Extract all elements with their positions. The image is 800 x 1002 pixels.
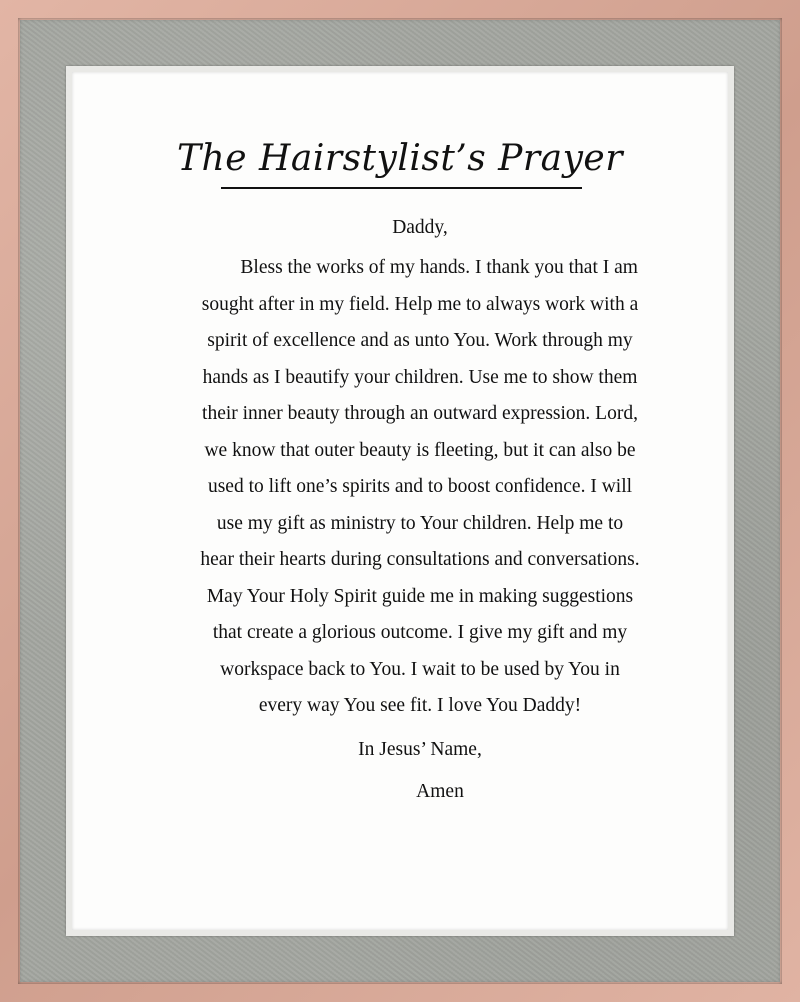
prayer-body bbox=[170, 206, 670, 813]
prayer-line: Bless the works of my hands. I thank you that I am bbox=[216, 257, 638, 278]
closing-amen: Amen bbox=[416, 780, 464, 802]
prayer-line: hear their hearts during consultations and conversations. bbox=[200, 549, 640, 570]
prayer-line: we know that outer beauty is fleeting, but it can also be bbox=[204, 439, 636, 461]
salutation: Daddy, bbox=[392, 217, 448, 238]
prayer-line: workspace back to You. I wait to be used by You in bbox=[220, 658, 620, 680]
prayer-title: The Hairstylist’s Prayer bbox=[177, 138, 623, 179]
prayer-line: their inner beauty through an outward expression. Lord, bbox=[202, 403, 638, 424]
prayer-line: use my gift as ministry to Your children. Help me to bbox=[216, 512, 624, 534]
prayer-line: sought after in my field. Help me to always work with a bbox=[201, 293, 639, 315]
prayer-line: that create a glorious outcome. I give my gift and my bbox=[212, 622, 628, 643]
prayer-line: hands as I beautify your children. Use me to show them bbox=[202, 366, 638, 388]
title-underline bbox=[221, 187, 582, 189]
prayer-line: spirit of excellence and as unto You. Work through my bbox=[207, 330, 633, 351]
prayer-line: every way You see fit. I love You Daddy! bbox=[258, 695, 582, 716]
prayer-line: May Your Holy Spirit guide me in making suggestions bbox=[206, 585, 634, 607]
closing-name: In Jesus’ Name, bbox=[358, 738, 482, 760]
prayer-line: used to lift one’s spirits and to boost confidence. I will bbox=[207, 476, 633, 497]
